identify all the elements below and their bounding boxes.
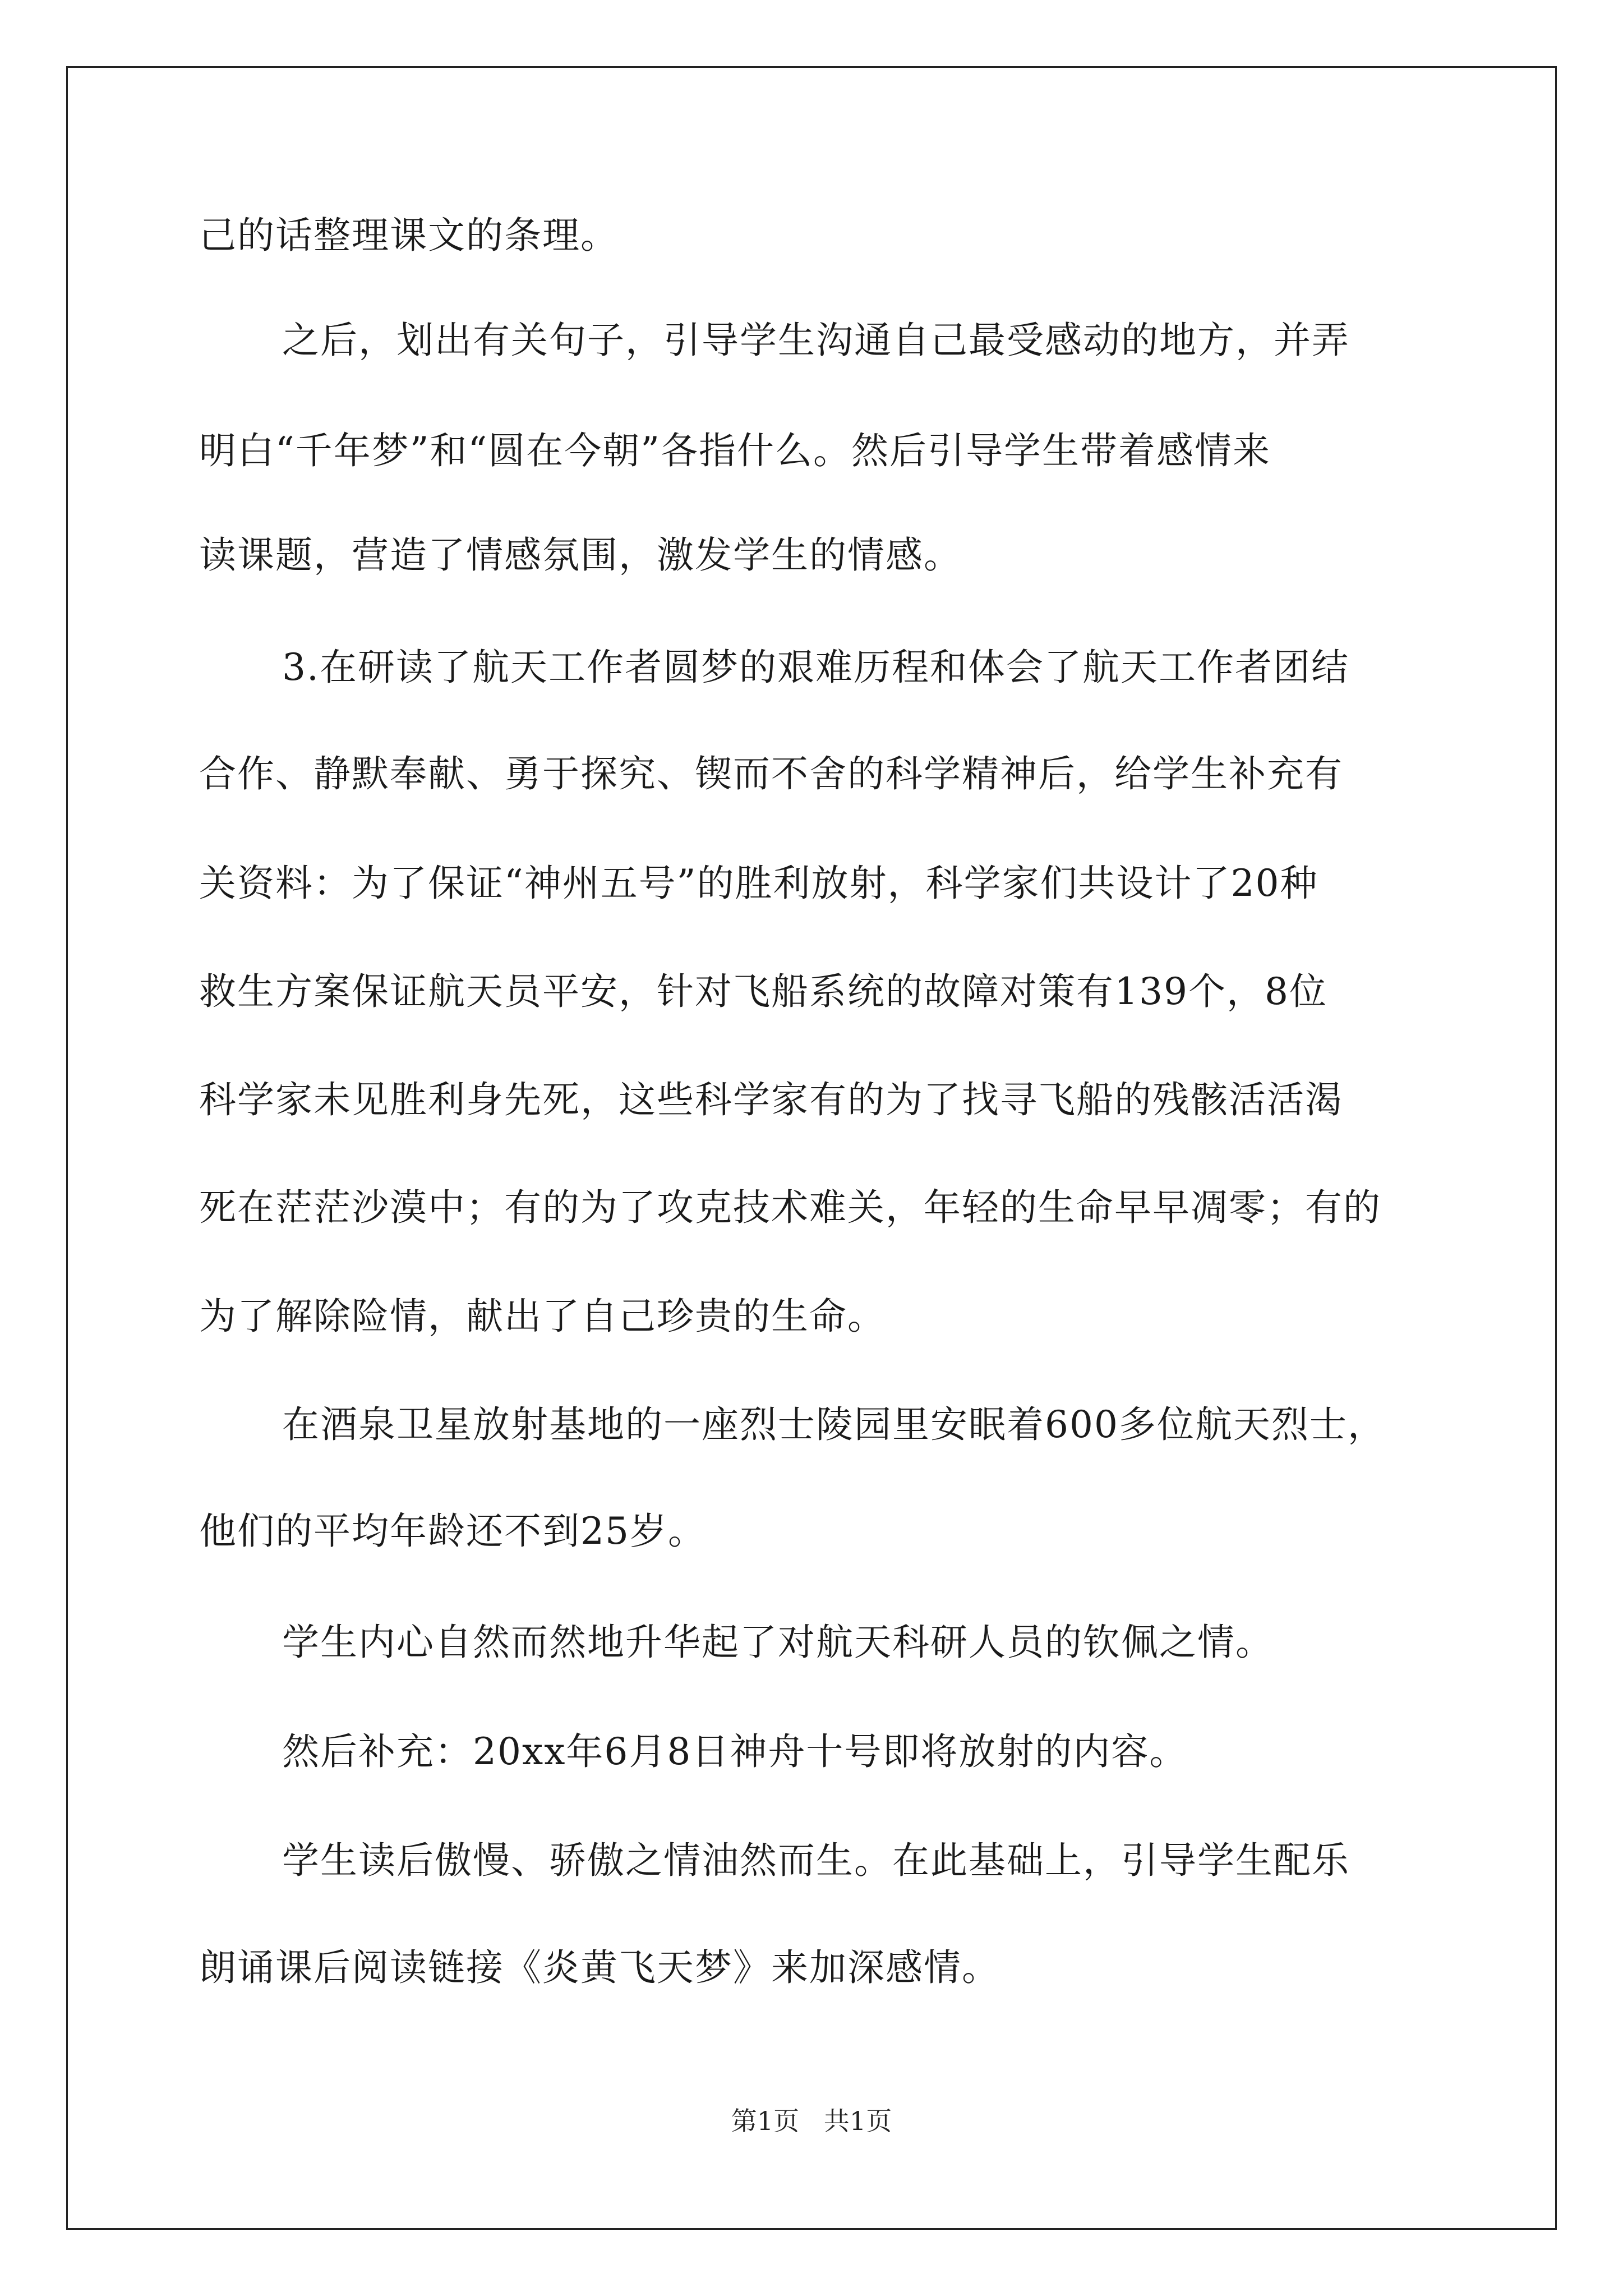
text-line: 学生内心自然而然地升华起了对航天科研人员的钦佩之情。: [282, 1621, 1274, 1664]
text-line: 为了解除险情，献出了自己珍贵的生命。: [199, 1295, 886, 1338]
text-line: 之后，划出有关句子，引导学生沟通自己最受感动的地方，并弄: [282, 319, 1350, 362]
text-line: 死在茫茫沙漠中；有的为了攻克技术难关，年轻的生命早早凋零；有的: [199, 1186, 1381, 1229]
text-line: 明白“千年梦”和“圆在今朝”各指什么。然后引导学生带着感情来: [199, 429, 1271, 472]
text-line: 科学家未见胜利身先死，这些科学家有的为了找寻飞船的残骸活活渴: [199, 1078, 1343, 1121]
text-line: 己的话整理课文的条理。: [199, 214, 619, 257]
text-line: 朗诵课后阅读链接《炎黄飞天梦》来加深感情。: [199, 1946, 1000, 1989]
text-line: 在酒泉卫星放射基地的一座烈士陵园里安眠着600多位航天烈士，: [282, 1403, 1386, 1446]
page-border: [66, 66, 1557, 2230]
text-line: 他们的平均年龄还不到25岁。: [199, 1510, 706, 1553]
text-line: 3.在研读了航天工作者圆梦的艰难历程和体会了航天工作者团结: [282, 646, 1349, 689]
text-line: 然后补充：20xx年6月8日神舟十号即将放射的内容。: [282, 1730, 1188, 1773]
text-line: 合作、静默奉献、勇于探究、锲而不舍的科学精神后，给学生补充有: [199, 752, 1343, 795]
text-line: 关资料：为了保证“神州五号”的胜利放射，科学家们共设计了20种: [199, 862, 1318, 905]
page-number-footer: 第1页 共1页: [731, 2106, 892, 2136]
text-line: 学生读后傲慢、骄傲之情油然而生。在此基础上，引导学生配乐: [282, 1839, 1350, 1882]
text-line: 读课题，营造了情感氛围，激发学生的情感。: [199, 533, 962, 577]
text-line: 救生方案保证航天员平安，针对飞船系统的故障对策有139个，8位: [199, 970, 1327, 1013]
